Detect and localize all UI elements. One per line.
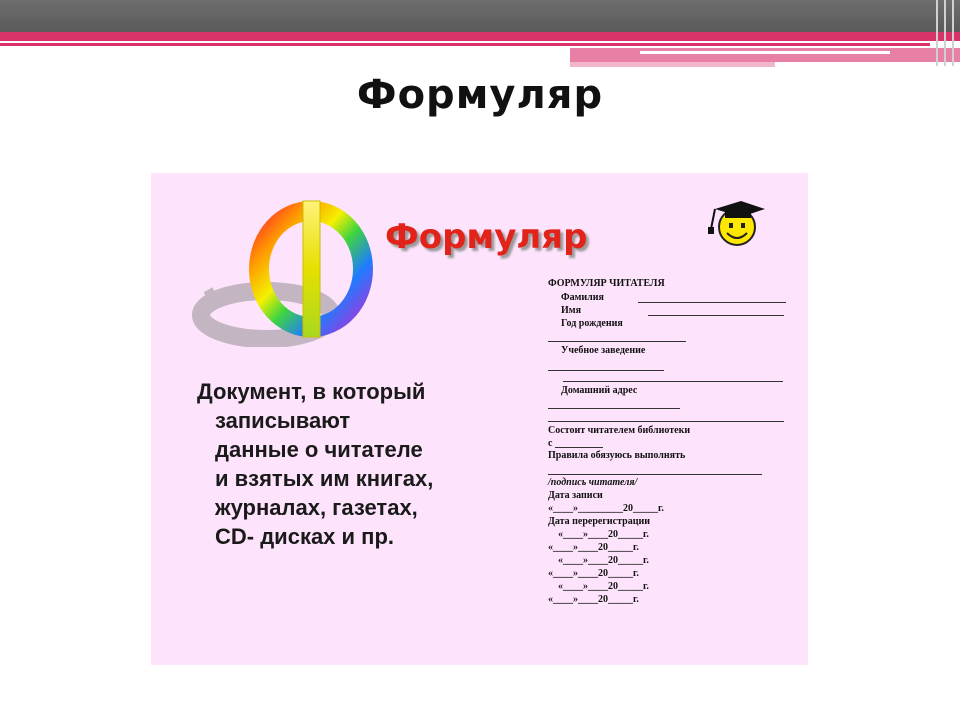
form-line [548,474,762,475]
form-line [548,341,686,342]
form-signature-label: /подпись читателя/ [548,477,638,488]
pink-stripe [0,43,930,46]
white-accent-stripe [640,51,890,54]
description-line: журналах, газетах, [215,495,418,520]
description-line: Документ, в который [197,379,426,404]
form-line [563,381,783,382]
form-date-line: «____»____20_____г. [548,594,639,605]
form-rules-label: Правила обязуюсь выполнять [548,450,686,461]
description-line: записывают [215,408,351,433]
form-line [648,315,784,316]
form-address-label: Домашний адрес [561,385,638,396]
slide-title: Формуляр [356,72,604,118]
form-line [548,370,664,371]
form-since-label: с [548,438,553,449]
form-date-line: «____»____20_____г. [558,555,649,566]
content-panel [151,173,808,665]
form-date-line: «____»____20_____г. [558,581,649,592]
form-line [548,408,680,409]
description-text [197,377,527,551]
form-date-line: «____»____20_____г. [558,529,649,540]
form-record-date-line: «____»_________20_____г. [548,503,664,514]
form-record-date-label: Дата записи [548,490,603,501]
light-pink-accent-stripe [570,62,775,67]
top-gray-bar [0,0,960,32]
corner-lines-decoration [930,0,960,66]
form-member-label: Состоит читателем библиотеки [548,425,691,436]
description-line: CD- дисках и пр. [215,524,395,549]
form-line [548,421,784,422]
panel-heading: Формуляр [385,217,588,257]
description-line: данные о читателе [215,437,423,462]
form-title: ФОРМУЛЯР ЧИТАТЕЛЯ [548,278,665,289]
form-birth-year-label: Год рождения [561,318,623,329]
form-line [638,302,786,303]
form-date-line: «____»____20_____г. [548,568,639,579]
form-reregistration-label: Дата перерегистрации [548,516,650,527]
form-line [555,447,603,448]
rainbow-phi-icon [191,197,391,347]
top-pink-bar [0,32,960,41]
graduate-smiley-icon [699,189,769,251]
form-school-label: Учебное заведение [561,345,646,356]
form-surname-label: Фамилия [561,292,604,303]
form-name-label: Имя [561,305,581,316]
description-line: и взятых им книгах, [215,466,434,491]
form-date-line: «____»____20_____г. [548,542,639,553]
